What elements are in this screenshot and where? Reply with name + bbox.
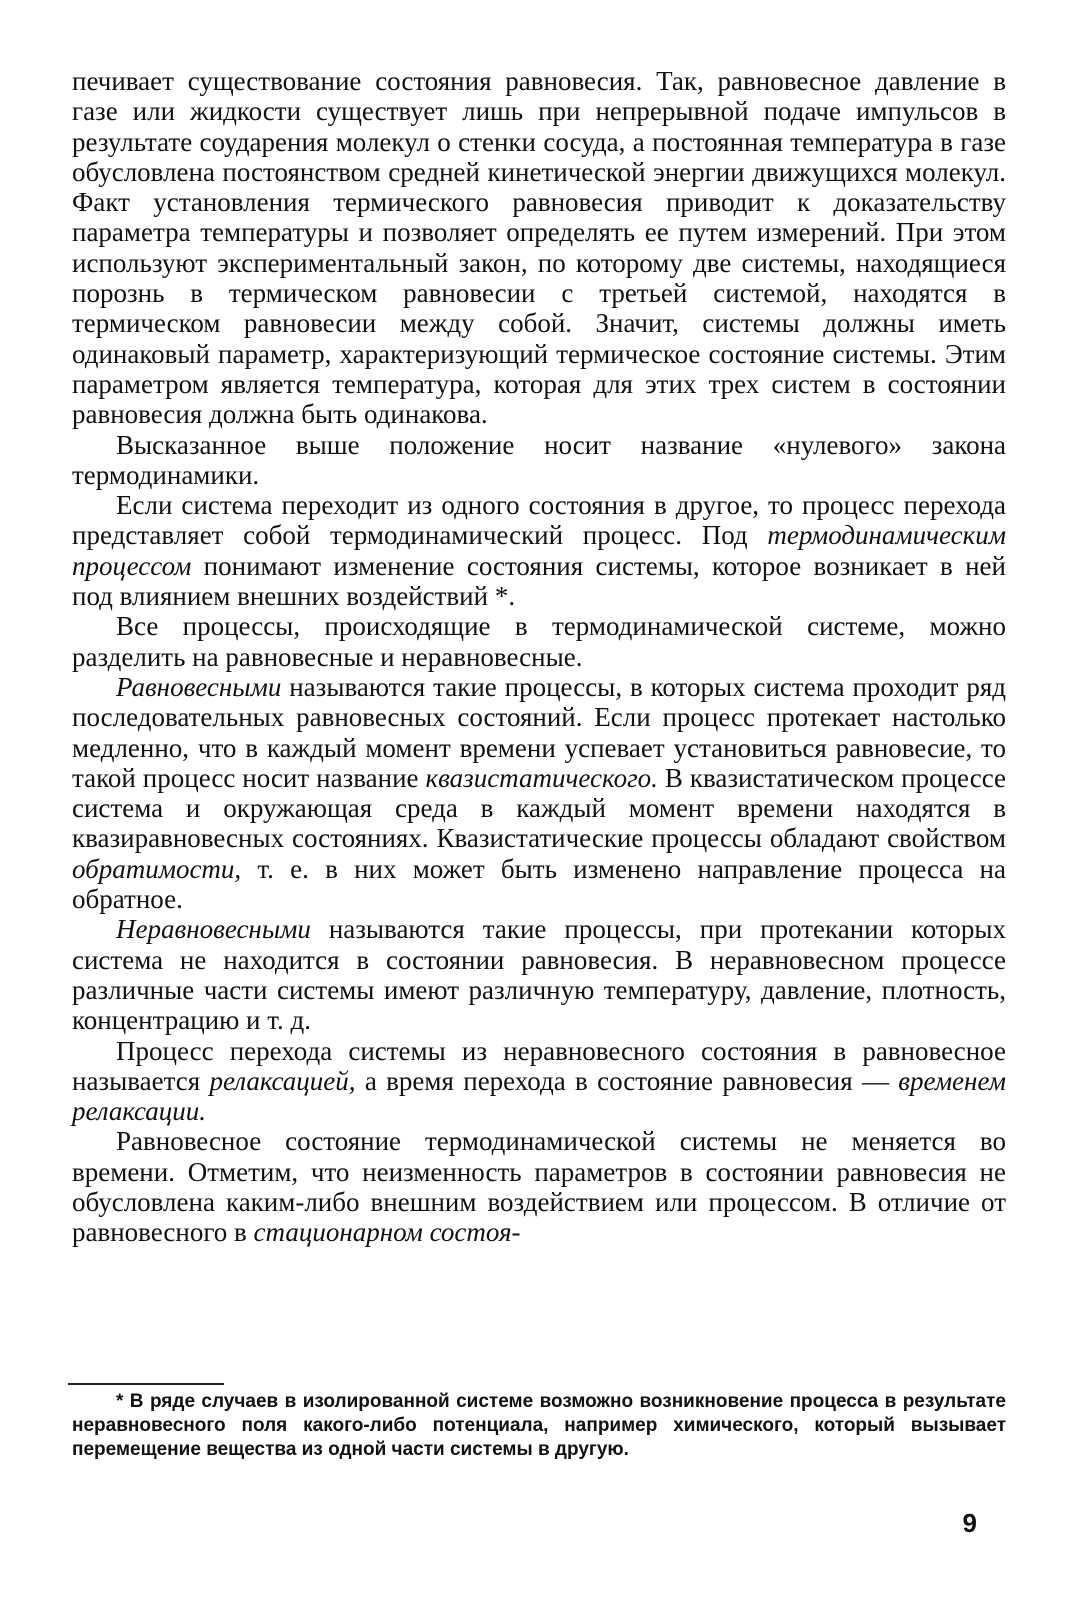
text-run: а время перехода в состояние равновесия — (355, 1065, 899, 1096)
paragraph (72, 66, 1006, 430)
text-run: печивает существование состояния равновесия. Так, равновесное давление в газе или жидкости существует лишь при непрерывной подаче импульсов в результате соударения молекул о стенки сосуда, а постоянная температура в газе обусловлена постоянством средней кинетической энергии движущихся молекул. Факт установления термического равновесия приводит к доказательству параметра температуры и позволяет определять ее путем измерений. При этом используют экспериментальный закон, по которому две системы, находящиеся порознь в термическом равновесии с третьей системой, находятся в термическом равновесии между собой. Значит, системы должны иметь одинаковый параметр, характеризующий термическое состояние системы. Этим параметром является температура, которая для этих трех систем в состоянии равновесия должна быть одинакова. (72, 66, 1006, 430)
page-number: 9 (962, 1508, 977, 1538)
text-run: Высказанное выше положение носит название «нулевого» закона термодинамики. (72, 429, 1006, 490)
paragraph (72, 672, 1006, 914)
italic-term: квазистатического. (425, 762, 658, 793)
footnote-divider (68, 1383, 224, 1385)
italic-term: стационарном состоя- (253, 1217, 521, 1248)
italic-term: Неравновесными (116, 914, 311, 945)
italic-term: термодинамическим процессом (72, 520, 1006, 581)
text-run: Процесс перехода системы из неравновесного состояния в равновесное называется (72, 1035, 1006, 1096)
text-run: Все процессы, происходящие в термодинамической системе, можно разделить на равновесные и неравновесные. (72, 611, 1006, 672)
italic-term: релаксацией, (209, 1065, 356, 1096)
italic-term: временем релаксации. (72, 1065, 1006, 1127)
text-run: Равновесное состояние термодинамической системы не меняется во времени. Отметим, что неизменность параметров в состоянии равновесия не обусловлена каким-либо внешним воздействием или процессом. В отличие от равновесного в (72, 1126, 1006, 1248)
italic-term: обратимости, (72, 853, 242, 884)
text-run: т. е. в них может быть изменено направление процесса на обратное. (72, 853, 1006, 915)
page-body (72, 66, 1006, 1248)
paragraph (72, 611, 1006, 672)
text-run: Если система переходит из одного состояния в другое, то процесс перехода представляет собой термодинамический процесс. Под (72, 490, 1006, 551)
italic-term: Равновесными (116, 671, 282, 702)
footnote: * В ряде случаев в изолированной системе возможно возникновение процесса в результате неравновесного поля какого-либо потенциала, например химического, который вызывает перемещение вещества из одной части системы в другую. (72, 1391, 1006, 1460)
paragraph (72, 914, 1006, 1035)
text-run: называются такие процессы, при протекании которых система не находится в состоянии равновесия. В неравновесном процессе различные части системы имеют различную температуру, давление, плотность, концентрацию и т. д. (72, 914, 1006, 1036)
paragraph (72, 490, 1006, 611)
text-run: называются такие процессы, в которых система проходит ряд последовательных равновесных состояний. Если процесс протекает настолько медленно, что в каждый момент времени успевает установиться равновесие, то такой процесс носит название (72, 671, 1006, 793)
paragraph (72, 1036, 1006, 1127)
paragraph (72, 1126, 1006, 1247)
text-run: понимают изменение состояния системы, которое возникает в ней под влиянием внешних воздействий *. (72, 550, 1006, 612)
text-run: В квазистатическом процессе система и окружающая среда в каждый момент времени находятся в квазиравновесных состояниях. Квазистатические процессы обладают свойством (72, 762, 1006, 854)
paragraph (72, 430, 1006, 491)
